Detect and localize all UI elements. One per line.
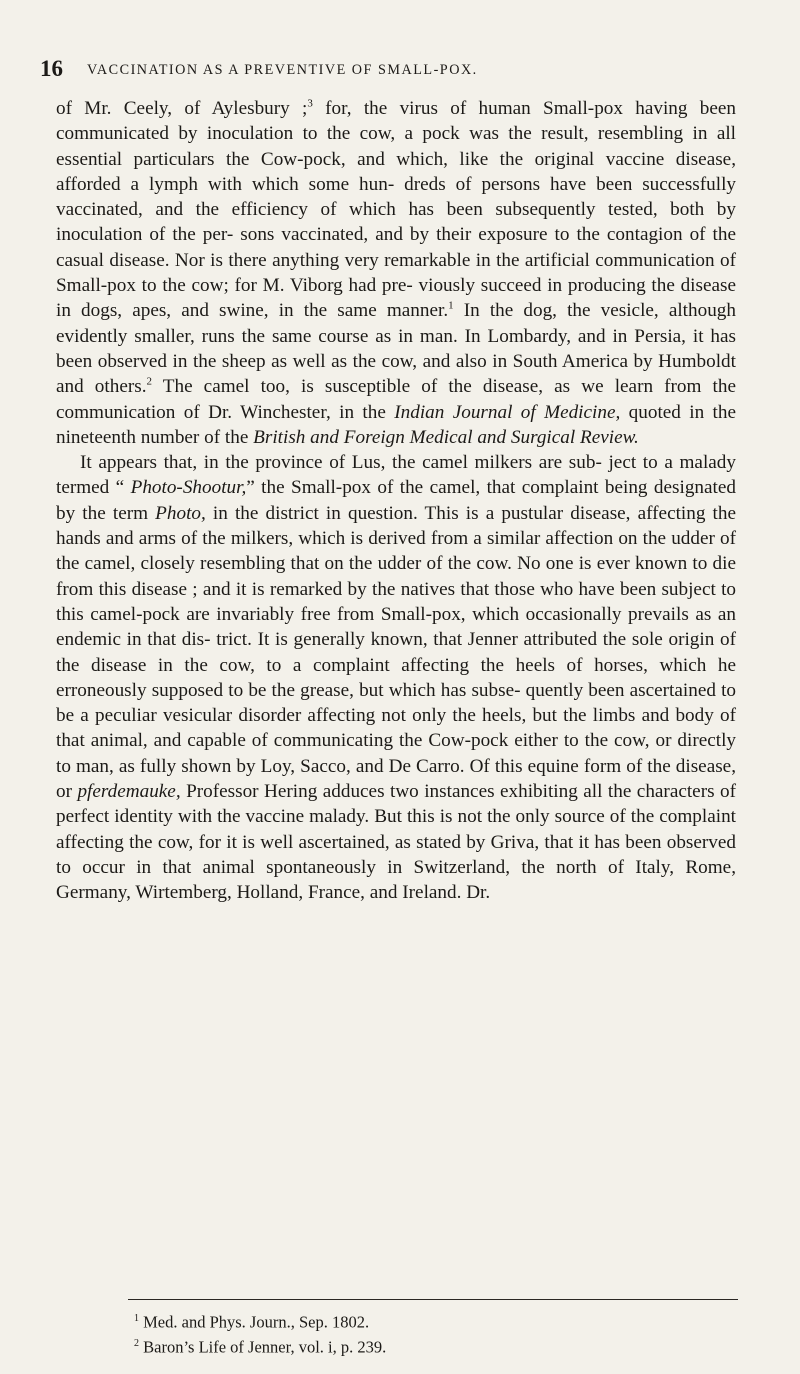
text-run: of Mr. Ceely, of Aylesbury ; <box>56 98 308 119</box>
italic-term: pferdemauke, <box>77 781 181 803</box>
footnote-text: Med. and Phys. Journ., Sep. 1802. <box>139 1312 370 1332</box>
footnote-mark: 1 <box>134 1313 139 1324</box>
footnote-divider <box>128 1299 738 1300</box>
footnote-text: Baron’s Life of Jenner, vol. i, p. 239. <box>139 1337 387 1356</box>
text-run: The camel too, is susceptible of the disease, as we learn from the communication of Dr. Winchester, in the <box>56 376 736 423</box>
footnote-ref: 1 <box>448 299 454 312</box>
text-run: Professor Hering adduces two instances exhibiting all the characters of perfect identity with the vaccine malady. But this is not the only source of the complaint affecting the cow, for it is well ascertained, as stated by Griva, that it has been observed to occur in that animal spontaneously in Switzerland, the north of Italy, Rome, Germany, Wirtemberg, Holland, France, and Ireland. Dr. <box>56 781 736 904</box>
footnote-2 <box>134 1333 734 1358</box>
italic-term: Photo-Shootur, <box>130 477 247 499</box>
text-run: In the dog, the vesicle, although evidently smaller, runs the same course as in man. In Lombardy, and in Persia, it has been observed in the sheep as well as the cow, and also in South America by Humboldt and others. <box>56 300 736 398</box>
text-run: quoted in the nineteenth number of the <box>56 401 737 448</box>
journal-title: Indian Journal of Medicine, <box>394 401 621 423</box>
text-run: It appears that, in the province of Lus, the camel milkers are sub- ject to a malady termed “ <box>56 452 736 499</box>
page-number: 16 <box>40 56 63 81</box>
body-text <box>56 96 736 906</box>
running-title: VACCINATION AS A PREVENTIVE OF SMALL-POX. <box>87 62 478 78</box>
journal-title: British and Foreign Medical and Surgical Review. <box>253 426 639 448</box>
paragraph-2 <box>56 450 736 905</box>
text-run: ” the Small-pox of the camel, that complaint being designated by the term <box>56 477 736 524</box>
footnote-ref: 3 <box>307 97 313 110</box>
paragraph-1 <box>56 96 736 450</box>
footnote-ref: 2 <box>146 375 152 388</box>
text-run: in the district in question. This is a pustular disease, affecting the hands and arms of the milkers, which is derived from a similar affection on the udder of the camel, closely resembling that on the udder of the cow. No one is ever known to die from this disease ; and it is remarked by the natives that those who have been subject to this camel-pock are invariably free from Small-pox, which occasionally prevails as an endemic in that dis- trict. It is generally known, that Jenner attributed the sole origin of the disease in the cow, to a complaint affecting the heels of horses, which he erroneously supposed to be the grease, but which has subse- quently been ascertained to be a peculiar vesicular disorder affecting not only the heels, but the limbs and body of that animal, and capable of communicating the Cow-pock either to the cow, or directly to man, as fully shown by Loy, Sacco, and De Carro. Of this equine form of the disease, or <box>56 502 736 803</box>
footnotes <box>134 1308 734 1357</box>
footnote-mark: 2 <box>134 1337 139 1349</box>
footnote-1 <box>134 1308 734 1333</box>
running-head <box>40 56 738 80</box>
text-run: for, the virus of human Small-pox having been communicated by inoculation to the cow, a pock was the result, resembling in all essential particulars the Cow-pock, and which, like the original vaccine disease, afforded a lymph with which some hun- dreds of persons have been successfully vaccinated, and the efficiency of which has been subsequently tested, both by inoculation of the per- sons vaccinated, and by their exposure to the contagion of the casual disease. Nor is there anything very remarkable in the artificial communication of Small-pox to the cow; for M. Viborg had pre- viously succeed in producing the disease in dogs, apes, and swine, in the same manner. <box>56 98 736 322</box>
italic-term: Photo, <box>155 502 206 524</box>
